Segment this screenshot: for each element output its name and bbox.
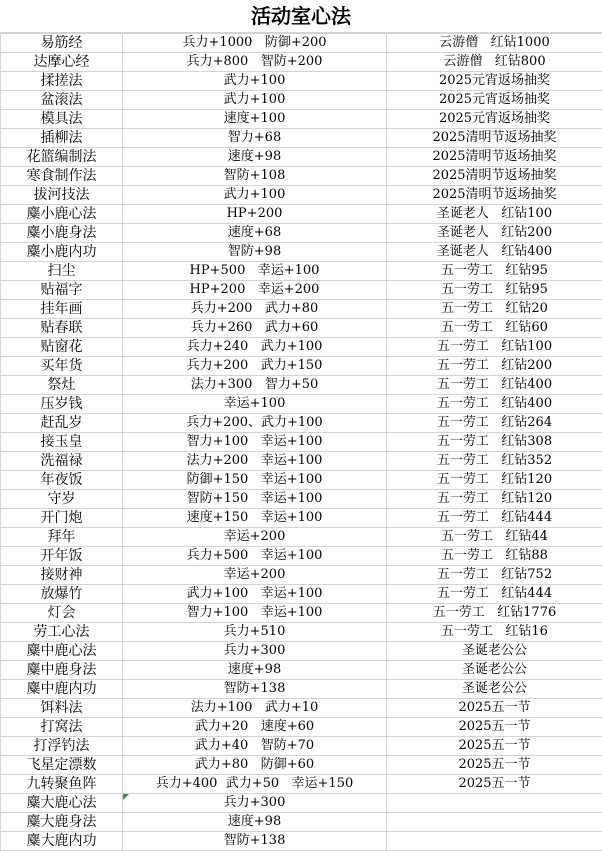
skills-table <box>0 33 602 851</box>
cell-skill-name[interactable]: 洗福禄 <box>1 452 123 471</box>
cell-skill-name[interactable]: 劳工心法 <box>1 623 123 642</box>
cell-skill-name[interactable]: 麋小鹿身法 <box>1 224 123 243</box>
cell-bonus[interactable]: 速度+150 幸运+100 <box>123 509 387 528</box>
cell-source[interactable]: 云游僧 红钻1000 <box>387 34 602 53</box>
cell-skill-name[interactable]: 拜年 <box>1 528 123 547</box>
cell-bonus[interactable]: 武力+40 智防+70 <box>123 737 387 756</box>
table-row <box>1 205 602 224</box>
cell-skill-name[interactable]: 麋大鹿内功 <box>1 832 123 851</box>
cell-source[interactable] <box>387 813 602 832</box>
table-row <box>1 53 602 72</box>
table-row <box>1 813 602 832</box>
table-row <box>1 91 602 110</box>
table-row <box>1 376 602 395</box>
table-row <box>1 395 602 414</box>
cell-bonus[interactable]: HP+500 幸运+100 <box>123 262 387 281</box>
table-row <box>1 110 602 129</box>
cell-source[interactable]: 五一劳工 红钻264 <box>387 414 602 433</box>
cell-source[interactable]: 圣诞老人 红钻100 <box>387 205 602 224</box>
cell-skill-name[interactable]: 麋中鹿身法 <box>1 661 123 680</box>
cell-bonus[interactable]: 兵力+200 武力+80 <box>123 300 387 319</box>
table-row <box>1 357 602 376</box>
cell-bonus[interactable]: 智力+100 幸运+100 <box>123 604 387 623</box>
cell-source[interactable]: 2025五一节 <box>387 737 602 756</box>
cell-skill-name[interactable]: 寒食制作法 <box>1 167 123 186</box>
cell-skill-name[interactable]: 麋中鹿内功 <box>1 680 123 699</box>
cell-source[interactable]: 五一劳工 红钻400 <box>387 376 602 395</box>
cell-skill-name[interactable]: 麋小鹿心法 <box>1 205 123 224</box>
cell-skill-name[interactable]: 盆滚法 <box>1 91 123 110</box>
table-row <box>1 433 602 452</box>
cell-source[interactable] <box>387 794 602 813</box>
cell-bonus[interactable]: 智防+108 <box>123 167 387 186</box>
cell-source[interactable]: 云游僧 红钻800 <box>387 53 602 72</box>
table-row <box>1 699 602 718</box>
cell-skill-name[interactable]: 买年货 <box>1 357 123 376</box>
cell-skill-name[interactable]: 扫尘 <box>1 262 123 281</box>
skills-table-body <box>1 34 602 851</box>
cell-skill-name[interactable]: 年夜饭 <box>1 471 123 490</box>
table-row <box>1 129 602 148</box>
table-row <box>1 414 602 433</box>
cell-source[interactable]: 2025五一节 <box>387 775 602 794</box>
cell-source[interactable] <box>387 832 602 851</box>
table-row <box>1 566 602 585</box>
cell-source[interactable]: 五一劳工 红钻95 <box>387 262 602 281</box>
cell-skill-name[interactable]: 九转聚鱼阵 <box>1 775 123 794</box>
cell-skill-name[interactable]: 拔河技法 <box>1 186 123 205</box>
cell-bonus[interactable]: 兵力+400 武力+50 幸运+150 <box>123 775 387 794</box>
table-row <box>1 680 602 699</box>
table-row <box>1 72 602 91</box>
cell-skill-name[interactable]: 揉搓法 <box>1 72 123 91</box>
cell-bonus[interactable]: 兵力+200、武力+100 <box>123 414 387 433</box>
cell-source[interactable]: 圣诞老公公 <box>387 661 602 680</box>
cell-bonus[interactable]: 武力+100 <box>123 186 387 205</box>
cell-skill-name[interactable]: 麋小鹿内功 <box>1 243 123 262</box>
cell-bonus[interactable]: 速度+68 <box>123 224 387 243</box>
cell-skill-name[interactable]: 贴福字 <box>1 281 123 300</box>
cell-bonus[interactable]: 兵力+200 武力+150 <box>123 357 387 376</box>
table-row <box>1 832 602 851</box>
table-row <box>1 718 602 737</box>
cell-source[interactable]: 五一劳工 红钻1776 <box>387 604 602 623</box>
cell-bonus[interactable]: 兵力+1000 防御+200 <box>123 34 387 53</box>
cell-bonus[interactable]: 速度+98 <box>123 148 387 167</box>
cell-bonus[interactable]: HP+200 <box>123 205 387 224</box>
cell-source[interactable]: 圣诞老人 红钻200 <box>387 224 602 243</box>
cell-source[interactable]: 五一劳工 红钻100 <box>387 338 602 357</box>
cell-bonus[interactable]: 幸运+200 <box>123 566 387 585</box>
cell-source[interactable]: 五一劳工 红钻88 <box>387 547 602 566</box>
cell-skill-name[interactable]: 贴春联 <box>1 319 123 338</box>
cell-bonus[interactable]: 智防+98 <box>123 243 387 262</box>
table-row <box>1 737 602 756</box>
table-row <box>1 547 602 566</box>
cell-skill-name[interactable]: 压岁钱 <box>1 395 123 414</box>
cell-bonus[interactable]: 速度+98 <box>123 661 387 680</box>
table-row <box>1 148 602 167</box>
cell-bonus[interactable]: 法力+100 武力+10 <box>123 699 387 718</box>
cell-source[interactable]: 五一劳工 红钻444 <box>387 585 602 604</box>
cell-bonus[interactable]: 兵力+500 幸运+100 <box>123 547 387 566</box>
cell-bonus[interactable]: 智防+150 幸运+100 <box>123 490 387 509</box>
cell-bonus[interactable]: 智力+100 幸运+100 <box>123 433 387 452</box>
cell-source[interactable]: 五一劳工 红钻752 <box>387 566 602 585</box>
cell-skill-name[interactable]: 饵料法 <box>1 699 123 718</box>
cell-source[interactable]: 2025清明节返场抽奖 <box>387 148 602 167</box>
table-row <box>1 585 602 604</box>
table-row <box>1 300 602 319</box>
cell-source[interactable]: 五一劳工 红钻400 <box>387 395 602 414</box>
cell-skill-name[interactable]: 赶乱岁 <box>1 414 123 433</box>
cell-skill-name[interactable]: 开年饭 <box>1 547 123 566</box>
table-row <box>1 243 602 262</box>
table-row <box>1 338 602 357</box>
cell-skill-name[interactable]: 贴窗花 <box>1 338 123 357</box>
cell-bonus[interactable]: 武力+20 速度+60 <box>123 718 387 737</box>
cell-source[interactable]: 五一劳工 红钻352 <box>387 452 602 471</box>
cell-skill-name[interactable]: 接玉皇 <box>1 433 123 452</box>
cell-bonus[interactable]: 武力+100 幸运+100 <box>123 585 387 604</box>
table-row <box>1 756 602 775</box>
table-row <box>1 262 602 281</box>
cell-bonus[interactable]: HP+200 幸运+200 <box>123 281 387 300</box>
cell-source[interactable]: 2025五一节 <box>387 756 602 775</box>
cell-bonus[interactable]: 智防+138 <box>123 680 387 699</box>
table-row <box>1 509 602 528</box>
cell-source[interactable]: 圣诞老人 红钻400 <box>387 243 602 262</box>
table-row <box>1 642 602 661</box>
cell-bonus[interactable]: 智力+68 <box>123 129 387 148</box>
sheet-title[interactable]: 活动室心法 <box>0 0 602 33</box>
table-row <box>1 167 602 186</box>
cell-source[interactable]: 五一劳工 红钻95 <box>387 281 602 300</box>
cell-skill-name[interactable]: 开门炮 <box>1 509 123 528</box>
cell-source[interactable]: 五一劳工 红钻120 <box>387 471 602 490</box>
cell-skill-name[interactable]: 麋大鹿心法 <box>1 794 123 813</box>
cell-source[interactable]: 五一劳工 红钻308 <box>387 433 602 452</box>
table-row <box>1 490 602 509</box>
cell-skill-name[interactable]: 打窝法 <box>1 718 123 737</box>
cell-bonus[interactable]: 法力+300 智力+50 <box>123 376 387 395</box>
cell-source[interactable]: 五一劳工 红钻60 <box>387 319 602 338</box>
cell-skill-name[interactable]: 麋中鹿心法 <box>1 642 123 661</box>
table-row <box>1 623 602 642</box>
cell-skill-name[interactable]: 守岁 <box>1 490 123 509</box>
table-row <box>1 319 602 338</box>
cell-source[interactable]: 2025元宵返场抽奖 <box>387 72 602 91</box>
table-row <box>1 281 602 300</box>
cell-skill-name[interactable]: 灯会 <box>1 604 123 623</box>
cell-skill-name[interactable]: 模具法 <box>1 110 123 129</box>
cell-bonus[interactable]: 速度+98 <box>123 813 387 832</box>
cell-bonus[interactable]: 防御+150 幸运+100 <box>123 471 387 490</box>
cell-bonus[interactable]: 兵力+260 武力+60 <box>123 319 387 338</box>
cell-bonus[interactable]: 幸运+100 <box>123 395 387 414</box>
cell-bonus[interactable]: 兵力+300 <box>123 642 387 661</box>
cell-skill-name[interactable]: 打浮钓法 <box>1 737 123 756</box>
cell-skill-name[interactable]: 接财神 <box>1 566 123 585</box>
cell-bonus[interactable]: 武力+100 <box>123 72 387 91</box>
cell-bonus[interactable]: 速度+100 <box>123 110 387 129</box>
table-row <box>1 34 602 53</box>
cell-source[interactable]: 圣诞老公公 <box>387 680 602 699</box>
cell-skill-name[interactable]: 插柳法 <box>1 129 123 148</box>
table-row <box>1 528 602 547</box>
cell-skill-name[interactable]: 花篮编制法 <box>1 148 123 167</box>
cell-source[interactable]: 2025五一节 <box>387 699 602 718</box>
cell-bonus[interactable]: 法力+200 幸运+100 <box>123 452 387 471</box>
cell-skill-name[interactable]: 挂年画 <box>1 300 123 319</box>
table-row <box>1 471 602 490</box>
table-row <box>1 186 602 205</box>
cell-source[interactable]: 五一劳工 红钻120 <box>387 490 602 509</box>
cell-bonus[interactable]: 兵力+240 武力+100 <box>123 338 387 357</box>
cell-skill-name[interactable]: 放爆竹 <box>1 585 123 604</box>
table-row <box>1 661 602 680</box>
cell-source[interactable]: 五一劳工 红钻44 <box>387 528 602 547</box>
cell-source[interactable]: 2025清明节返场抽奖 <box>387 167 602 186</box>
cell-bonus[interactable]: 武力+100 <box>123 91 387 110</box>
cell-source[interactable]: 圣诞老公公 <box>387 642 602 661</box>
cell-bonus[interactable]: 幸运+200 <box>123 528 387 547</box>
cell-source[interactable]: 2025清明节返场抽奖 <box>387 186 602 205</box>
cell-skill-name[interactable]: 祭灶 <box>1 376 123 395</box>
cell-skill-name[interactable]: 易筋经 <box>1 34 123 53</box>
cell-source[interactable]: 五一劳工 红钻200 <box>387 357 602 376</box>
table-row <box>1 224 602 243</box>
table-row <box>1 604 602 623</box>
cell-source[interactable]: 五一劳工 红钻16 <box>387 623 602 642</box>
cell-bonus[interactable]: 智防+138 <box>123 832 387 851</box>
cell-source[interactable]: 五一劳工 红钻444 <box>387 509 602 528</box>
cell-source[interactable]: 2025元宵返场抽奖 <box>387 110 602 129</box>
table-row <box>1 452 602 471</box>
cell-source[interactable]: 五一劳工 红钻20 <box>387 300 602 319</box>
cell-source[interactable]: 2025清明节返场抽奖 <box>387 129 602 148</box>
table-row <box>1 775 602 794</box>
cell-skill-name[interactable]: 达摩心经 <box>1 53 123 72</box>
cell-skill-name[interactable]: 飞星定漂数 <box>1 756 123 775</box>
cell-bonus[interactable]: 兵力+510 <box>123 623 387 642</box>
cell-source[interactable]: 2025元宵返场抽奖 <box>387 91 602 110</box>
table-row <box>1 794 602 813</box>
cell-skill-name[interactable]: 麋大鹿身法 <box>1 813 123 832</box>
cell-source[interactable]: 2025五一节 <box>387 718 602 737</box>
cell-bonus[interactable]: 兵力+300 <box>123 794 387 813</box>
cell-bonus[interactable]: 兵力+800 智防+200 <box>123 53 387 72</box>
cell-bonus[interactable]: 武力+80 防御+60 <box>123 756 387 775</box>
